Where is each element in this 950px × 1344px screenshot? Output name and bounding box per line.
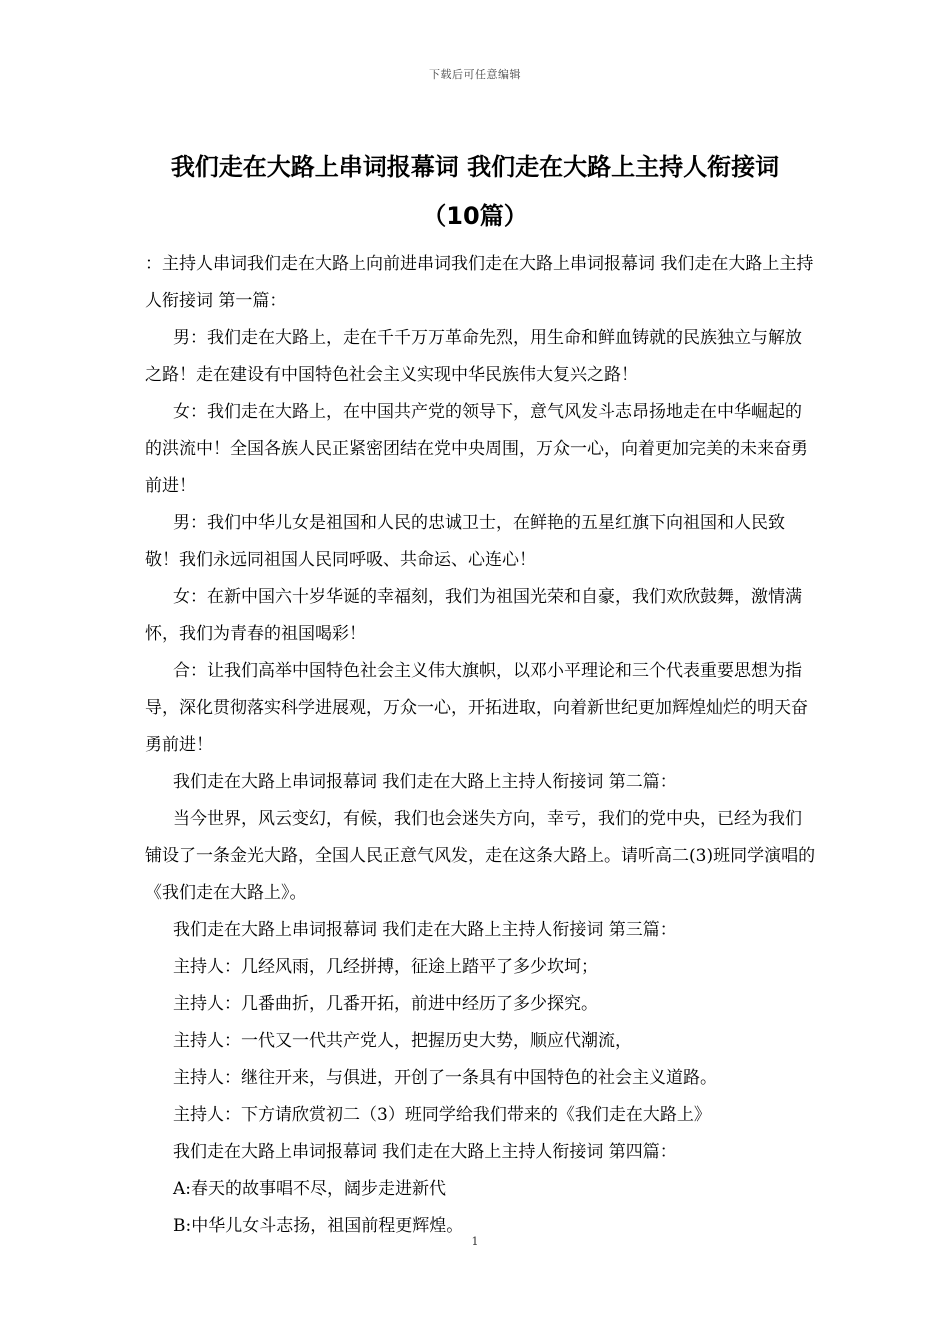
paragraph: 主持人：一代又一代共产党人，把握历史大势，顺应代潮流，	[173, 1031, 632, 1051]
paragraph: 当今世界，风云变幻，有候，我们也会迷失方向，幸亏，我们的党中央，已经为我们铺设了一条金光大路，全国人民正意气风发，走在这条大路上。请听高二(3)班同学演唱的《我们走在大路上》。	[145, 809, 816, 903]
document-title: 我们走在大路上串词报幕词 我们走在大路上主持人衔接词	[170, 153, 780, 181]
paragraph: 合：让我们高举中国特色社会主义伟大旗帜，以邓小平理论和三个代表重要思想为指导，深化贯彻落实科学进展观，万众一心，开拓进取，向着新世纪更加辉煌灿烂的明天奋勇前进！	[145, 661, 808, 755]
paragraph: 主持人：几番曲折，几番开拓，前进中经历了多少探究。	[173, 994, 598, 1014]
section-heading: 我们走在大路上串词报幕词 我们走在大路上主持人衔接词 第二篇：	[173, 772, 677, 792]
header-note: 下载后可任意编辑	[429, 68, 521, 81]
paragraph: 主持人：继往开来，与俱进，开创了一条具有中国特色的社会主义道路。	[173, 1068, 717, 1088]
page-number: 1	[471, 1235, 479, 1248]
paragraph: ：主持人串词我们走在大路上向前进串词我们走在大路上串词报幕词 我们走在大路上主持人衔接词 第一篇：	[145, 254, 814, 311]
document-body	[145, 246, 817, 1245]
paragraph: 主持人：几经风雨，几经拼搏，征途上踏平了多少坎坷；	[173, 957, 598, 977]
paragraph: 男：我们走在大路上，走在千千万万革命先烈，用生命和鲜血铸就的民族独立与解放之路！走在建设有中国特色社会主义实现中华民族伟大复兴之路！	[145, 328, 802, 385]
section-heading: 我们走在大路上串词报幕词 我们走在大路上主持人衔接词 第四篇：	[173, 1142, 677, 1162]
paragraph: 女：在新中国六十岁华诞的幸福刻，我们为祖国光荣和自豪，我们欢欣鼓舞，激情满怀，我们为青春的祖国喝彩！	[145, 587, 802, 644]
paragraph: 男：我们中华儿女是祖国和人民的忠诚卫士，在鲜艳的五星红旗下向祖国和人民致敬！我们永远同祖国人民同呼吸、共命运、心连心！	[145, 513, 785, 570]
section-heading: 我们走在大路上串词报幕词 我们走在大路上主持人衔接词 第三篇：	[173, 920, 677, 940]
paragraph: 女：我们走在大路上，在中国共产党的领导下，意气风发斗志昂扬地走在中华崛起的的洪流中！全国各族人民正紧密团结在党中央周围，万众一心，向着更加完美的未来奋勇前进！	[145, 402, 808, 496]
paragraph: A:春天的故事唱不尽，阔步走进新代	[173, 1179, 447, 1199]
document-title-count: （10篇）	[422, 202, 528, 230]
paragraph: 主持人：下方请欣赏初二（3）班同学给我们带来的《我们走在大路上》	[173, 1105, 711, 1125]
paragraph: B:中华儿女斗志扬，祖国前程更辉煌。	[173, 1216, 464, 1236]
